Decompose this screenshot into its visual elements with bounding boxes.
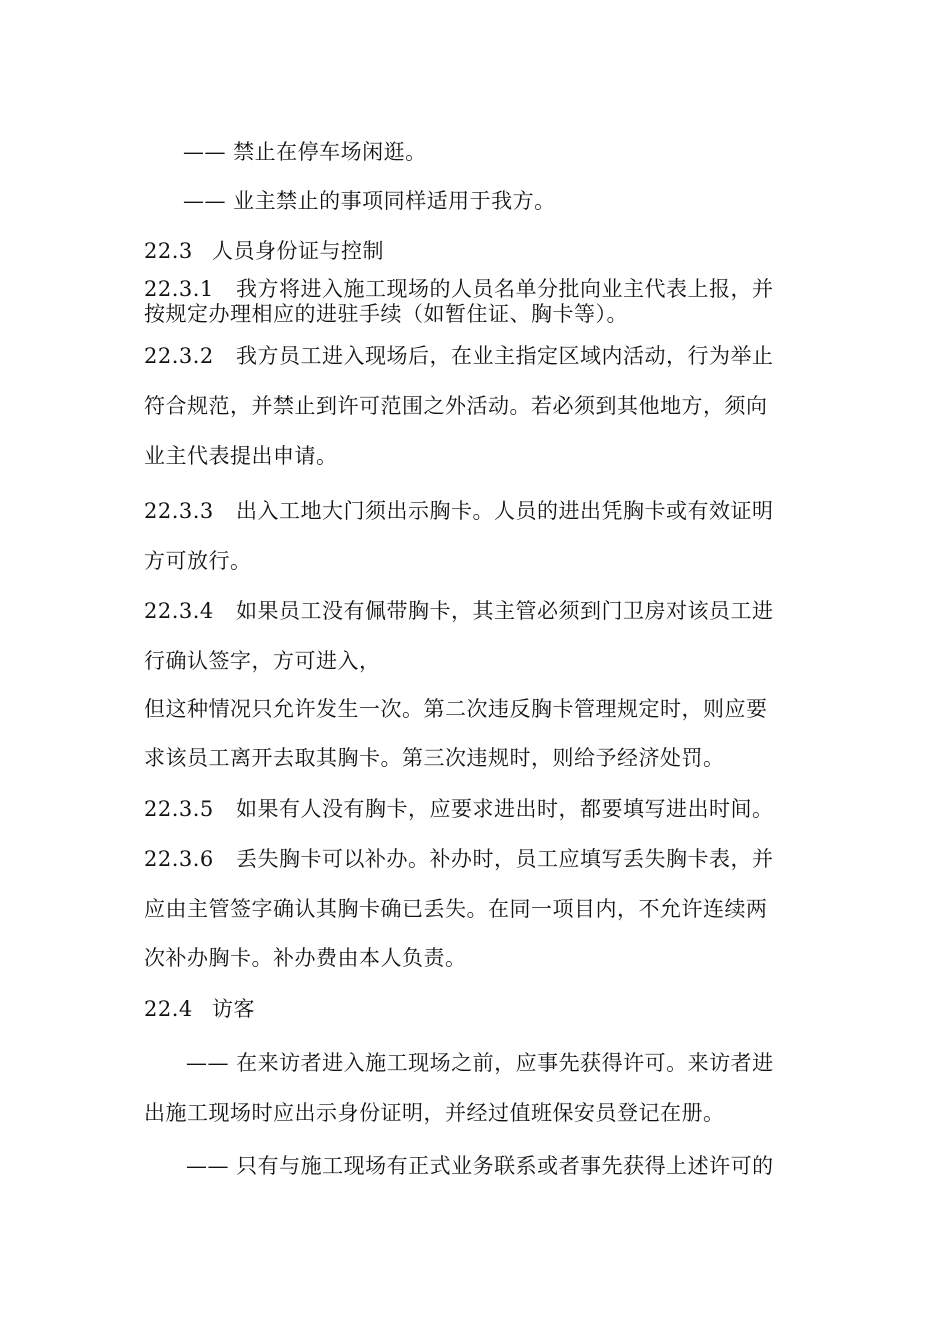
clause-22-3-2-line1: [144, 344, 774, 368]
section-number: 22.3: [144, 239, 193, 263]
clause-number: 22.3.2: [144, 344, 214, 368]
section-title: 访客: [212, 997, 255, 1021]
clause-22-3-4-line4: 求该员工离开去取其胸卡。第三次违规时，则给予经济处罚。: [144, 746, 725, 770]
clause-22-3-6-line2: 应由主管签字确认其胸卡确已丢失。在同一项目内，不允许连续两: [144, 897, 768, 921]
clause-22-3-3-line2: 方可放行。: [144, 549, 252, 573]
clause-text: 我方将进入施工现场的人员名单分批向业主代表上报，并: [236, 277, 774, 301]
clause-number: 22.3.6: [144, 847, 214, 871]
clause-text: 如果有人没有胸卡，应要求进出时，都要填写进出时间。: [236, 797, 774, 821]
clause-text: 我方员工进入现场后，在业主指定区域内活动，行为举止: [236, 344, 774, 368]
section-22-3-heading: [144, 239, 384, 263]
clause-22-3-2-line2: 符合规范，并禁止到许可范围之外活动。若必须到其他地方，须向: [144, 394, 768, 418]
clause-number: 22.3.4: [144, 599, 214, 623]
rule-no-loitering: —— 禁止在停车场闲逛。: [183, 140, 427, 164]
clause-22-3-4-line1: [144, 599, 774, 623]
section-number: 22.4: [144, 997, 193, 1021]
clause-22-3-4-line2: 行确认签字，方可进入，: [144, 649, 381, 673]
section-22-4-heading: [144, 997, 255, 1021]
clause-22-3-1-line2: 按规定办理相应的进驻手续（如暂住证、胸卡等）。: [144, 302, 628, 326]
clause-22-3-1-line1: [144, 277, 774, 301]
rule-owner-prohibitions: —— 业主禁止的事项同样适用于我方。: [183, 189, 556, 213]
clause-text: 丢失胸卡可以补办。补办时，员工应填写丢失胸卡表，并: [236, 847, 774, 871]
clause-number: 22.3.5: [144, 797, 214, 821]
clause-22-3-4-line3: 但这种情况只允许发生一次。第二次违反胸卡管理规定时，则应要: [144, 697, 768, 721]
clause-22-3-5-line1: [144, 797, 774, 821]
clause-number: 22.3.1: [144, 277, 214, 301]
clause-text: 出入工地大门须出示胸卡。人员的进出凭胸卡或有效证明: [236, 499, 774, 523]
clause-text: 如果员工没有佩带胸卡，其主管必须到门卫房对该员工进: [236, 599, 774, 623]
clause-22-3-6-line1: [144, 847, 774, 871]
visitor-rule-1-line2: 出施工现场时应出示身份证明，并经过值班保安员登记在册。: [144, 1101, 725, 1125]
section-title: 人员身份证与控制: [212, 239, 384, 263]
clause-22-3-3-line1: [144, 499, 774, 523]
clause-22-3-2-line3: 业主代表提出申请。: [144, 444, 338, 468]
visitor-rule-1-line1: —— 在来访者进入施工现场之前，应事先获得许可。来访者进: [186, 1051, 774, 1075]
visitor-rule-2-line1: —— 只有与施工现场有正式业务联系或者事先获得上述许可的: [186, 1154, 774, 1178]
clause-22-3-6-line3: 次补办胸卡。补办费由本人负责。: [144, 946, 467, 970]
clause-number: 22.3.3: [144, 499, 214, 523]
